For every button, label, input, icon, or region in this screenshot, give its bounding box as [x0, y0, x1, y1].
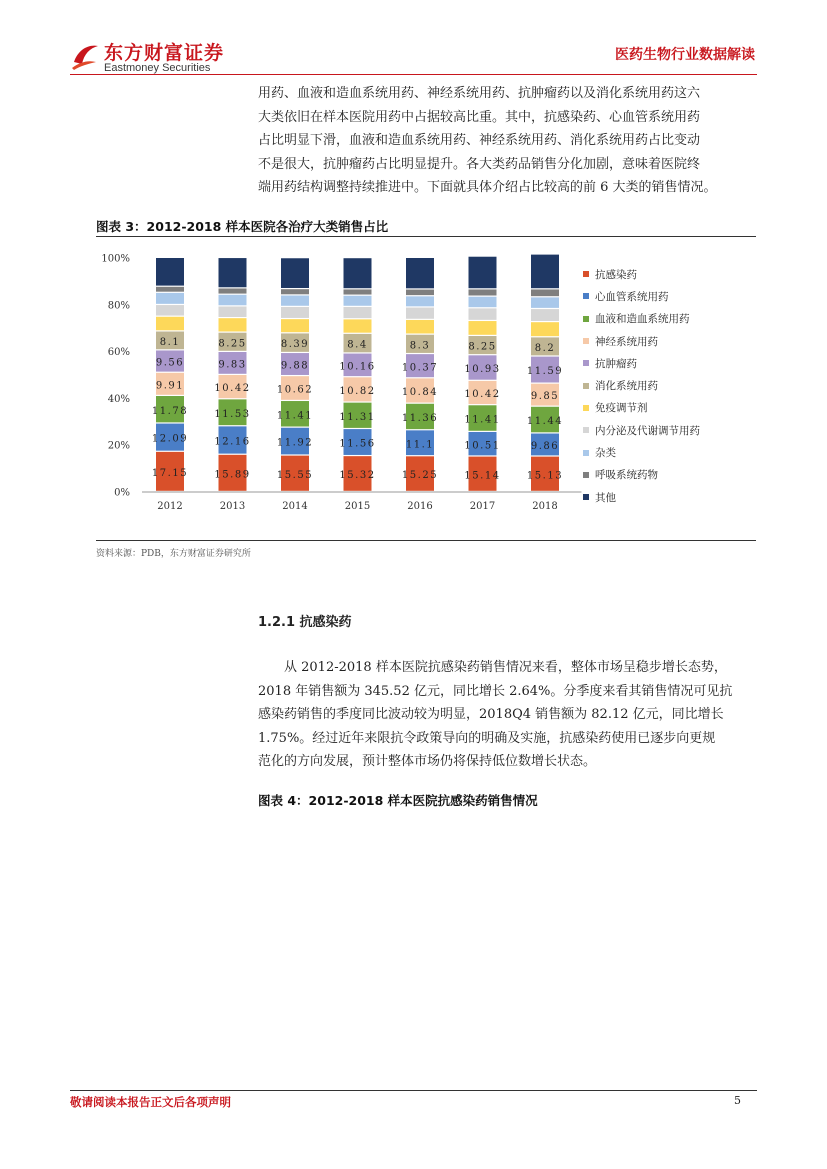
data-label: 10.37 — [401, 362, 439, 374]
bar-segment — [344, 296, 372, 306]
header-divider — [70, 74, 757, 75]
section-line: 1.75%。经过近年来限抗令政策导向的明确及实施，抗感染药使用已逐步向更规 — [258, 730, 716, 746]
bar-segment — [406, 290, 434, 296]
legend-item — [583, 352, 700, 374]
legend-label: 其他 — [595, 491, 616, 504]
legend-label: 消化系统用药 — [595, 380, 658, 393]
data-label: 10.84 — [401, 387, 439, 399]
data-label: 15.89 — [214, 469, 251, 481]
logo-english-name: Eastmoney Securities — [104, 62, 211, 74]
x-tick-label: 2012 — [157, 501, 183, 512]
legend-swatch — [583, 472, 589, 478]
data-label: 8.25 — [218, 338, 247, 350]
data-label: 10.42 — [464, 389, 501, 401]
data-label: 12.09 — [151, 433, 189, 445]
data-label: 15.14 — [464, 470, 501, 482]
bar-segment — [469, 308, 497, 319]
legend-label: 心血管系统用药 — [595, 290, 669, 303]
x-tick-label: 2013 — [219, 501, 246, 512]
bar-segment — [281, 296, 309, 306]
figure3-source: 资料来源：PDB，东方财富证券研究所 — [96, 549, 251, 559]
figure4-title: 图表 4：2012-2018 样本医院抗感染药销售情况 — [258, 793, 538, 808]
data-label: 10.16 — [339, 361, 376, 373]
legend-item — [583, 263, 700, 285]
y-tick-label: 100% — [101, 253, 130, 265]
legend-item — [583, 330, 700, 352]
bar-segment — [344, 258, 372, 288]
legend-item — [583, 464, 700, 486]
bar-segment — [281, 289, 309, 294]
data-label: 11.41 — [464, 414, 501, 426]
data-label: 11.78 — [151, 405, 189, 417]
x-tick-label: 2015 — [344, 501, 371, 512]
figure3-title: 图表 3：2012-2018 样本医院各治疗大类销售占比 — [96, 219, 389, 234]
data-label: 17.15 — [151, 467, 189, 479]
data-label: 11.31 — [339, 411, 376, 423]
section-line: 2018 年销售额为 345.52 亿元，同比增长 2.64%。分季度来看其销售情况可见抗 — [258, 683, 733, 699]
data-label: 11.44 — [526, 416, 564, 428]
intro-line: 占比明显下滑，血液和造血系统用药、神经系统用药、消化系统用药占比变动 — [258, 133, 701, 148]
data-label: 9.91 — [155, 380, 185, 392]
data-label: 12.16 — [214, 436, 251, 448]
data-label: 15.13 — [526, 470, 564, 482]
y-tick-label: 60% — [107, 347, 130, 359]
data-label: 10.62 — [276, 384, 314, 396]
intro-line: 不是很大，抗肿瘤药占比明显提升。各大类药品销售分化加剧，意味着医院终 — [258, 156, 701, 172]
data-label: 10.51 — [464, 440, 501, 452]
figure3-bottom-rule — [96, 540, 756, 541]
data-label: 11.53 — [214, 408, 251, 420]
page-number: 5 — [734, 1094, 741, 1107]
legend-swatch — [583, 360, 589, 366]
bar-segment — [281, 307, 309, 318]
bar-segment — [531, 322, 559, 336]
legend-label: 内分泌及代谢调节用药 — [595, 424, 700, 437]
data-label: 8.3 — [409, 340, 431, 352]
data-label: 15.32 — [339, 470, 376, 482]
y-tick-label: 80% — [107, 300, 130, 312]
data-label: 11.1 — [405, 439, 435, 451]
legend-label: 免疫调节剂 — [595, 402, 648, 415]
y-tick-label: 20% — [107, 440, 130, 452]
bar-segment — [219, 318, 247, 331]
bar-segment — [406, 258, 434, 288]
legend-swatch — [583, 450, 589, 456]
x-tick-label: 2014 — [282, 501, 308, 512]
data-label: 8.2 — [534, 342, 556, 354]
stacked-bar-chart — [96, 242, 586, 522]
data-label: 9.88 — [280, 360, 310, 372]
bar-segment — [531, 255, 559, 289]
disclaimer-note: 敬请阅读本报告正文后各项声明 — [70, 1095, 231, 1109]
data-label: 11.41 — [276, 410, 314, 422]
data-label: 9.86 — [530, 441, 560, 453]
data-label: 15.55 — [276, 469, 314, 481]
legend-label: 抗感染药 — [595, 268, 637, 281]
legend-item — [583, 308, 700, 330]
data-label: 15.25 — [401, 470, 439, 482]
bar-segment — [156, 293, 184, 304]
legend-label: 抗肿瘤药 — [595, 357, 637, 370]
data-label: 8.25 — [468, 341, 497, 353]
bar-segment — [406, 296, 434, 306]
legend-item — [583, 419, 700, 441]
data-label: 9.85 — [530, 391, 560, 403]
legend-label: 血液和造血系统用药 — [595, 313, 690, 326]
legend-label: 杂类 — [595, 447, 616, 460]
x-tick-label: 2016 — [407, 501, 433, 512]
footer-divider — [70, 1090, 757, 1091]
bar-segment — [469, 321, 497, 335]
bar-segment — [219, 288, 247, 293]
bar-segment — [281, 258, 309, 288]
figure3-top-rule — [96, 236, 756, 237]
data-label: 8.1 — [159, 336, 181, 348]
bar-segment — [281, 319, 309, 332]
chart-legend — [583, 263, 700, 508]
data-label: 11.36 — [401, 413, 439, 425]
data-label: 9.83 — [218, 359, 247, 371]
bar-segment — [156, 305, 184, 316]
section-line: 范化的方向发展，预计整体市场仍将保持低位数增长状态。 — [258, 754, 597, 769]
bar-segment — [469, 289, 497, 295]
data-label: 8.4 — [347, 339, 368, 351]
logo-mark-icon — [70, 40, 100, 70]
bar-segment — [219, 306, 247, 317]
legend-item — [583, 486, 700, 508]
bar-segment — [344, 289, 372, 294]
y-tick-label: 0% — [114, 487, 130, 499]
intro-line: 端用药结构调整持续推进中。下面就具体介绍占比较高的前 6 大类的销售情况。 — [258, 180, 717, 195]
legend-item — [583, 374, 700, 396]
legend-swatch — [583, 293, 589, 299]
legend-item — [583, 397, 700, 419]
data-label: 11.56 — [339, 438, 376, 450]
company-logo — [70, 38, 245, 78]
legend-swatch — [583, 427, 589, 433]
bar-segment — [469, 257, 497, 289]
x-tick-label: 2018 — [532, 501, 558, 512]
x-tick-label: 2017 — [469, 501, 496, 512]
section-heading: 1.2.1 抗感染药 — [258, 615, 352, 630]
logo-chinese-name: 东方财富证券 — [104, 42, 225, 64]
report-title: 医药生物行业数据解读 — [615, 47, 755, 63]
y-tick-label: 40% — [107, 393, 130, 405]
legend-swatch — [583, 338, 589, 344]
data-label: 11.59 — [526, 366, 564, 378]
bar-segment — [156, 258, 184, 286]
data-label: 11.92 — [276, 437, 314, 449]
legend-swatch — [583, 383, 589, 389]
intro-line: 大类依旧在样本医院用药中占据较高比重。其中，抗感染药、心血管系统用药 — [258, 109, 701, 125]
section-line: 感染药销售的季度同比波动较为明显，2018Q4 销售额为 82.12 亿元，同比增长 — [258, 707, 724, 722]
legend-swatch — [583, 271, 589, 277]
bar-segment — [344, 319, 372, 332]
legend-item — [583, 285, 700, 307]
section-line: 从 2012-2018 样本医院抗感染药销售情况来看，整体市场呈稳步增长态势， — [258, 660, 727, 675]
section-paragraph — [258, 656, 758, 774]
legend-swatch — [583, 316, 589, 322]
bar-segment — [531, 289, 559, 296]
data-label: 10.93 — [464, 364, 501, 376]
data-label: 10.82 — [339, 385, 376, 397]
bar-segment — [219, 295, 247, 306]
intro-paragraph — [258, 82, 758, 200]
bar-segment — [469, 297, 497, 308]
bar-segment — [531, 309, 559, 321]
bar-segment — [219, 258, 247, 287]
legend-swatch — [583, 494, 589, 500]
bar-segment — [406, 308, 434, 319]
data-label: 10.42 — [214, 383, 251, 395]
bar-segment — [344, 307, 372, 318]
bar-segment — [156, 317, 184, 331]
legend-label: 神经系统用药 — [595, 335, 658, 348]
legend-swatch — [583, 405, 589, 411]
intro-line: 用药、血液和造血系统用药、神经系统用药、抗肿瘤药以及消化系统用药这六 — [258, 86, 701, 101]
data-label: 9.56 — [155, 357, 185, 369]
legend-label: 呼吸系统药物 — [595, 469, 658, 482]
legend-item — [583, 441, 700, 463]
data-label: 8.39 — [280, 339, 310, 351]
bar-segment — [156, 287, 184, 292]
bar-segment — [531, 297, 559, 308]
bar-segment — [406, 320, 434, 334]
